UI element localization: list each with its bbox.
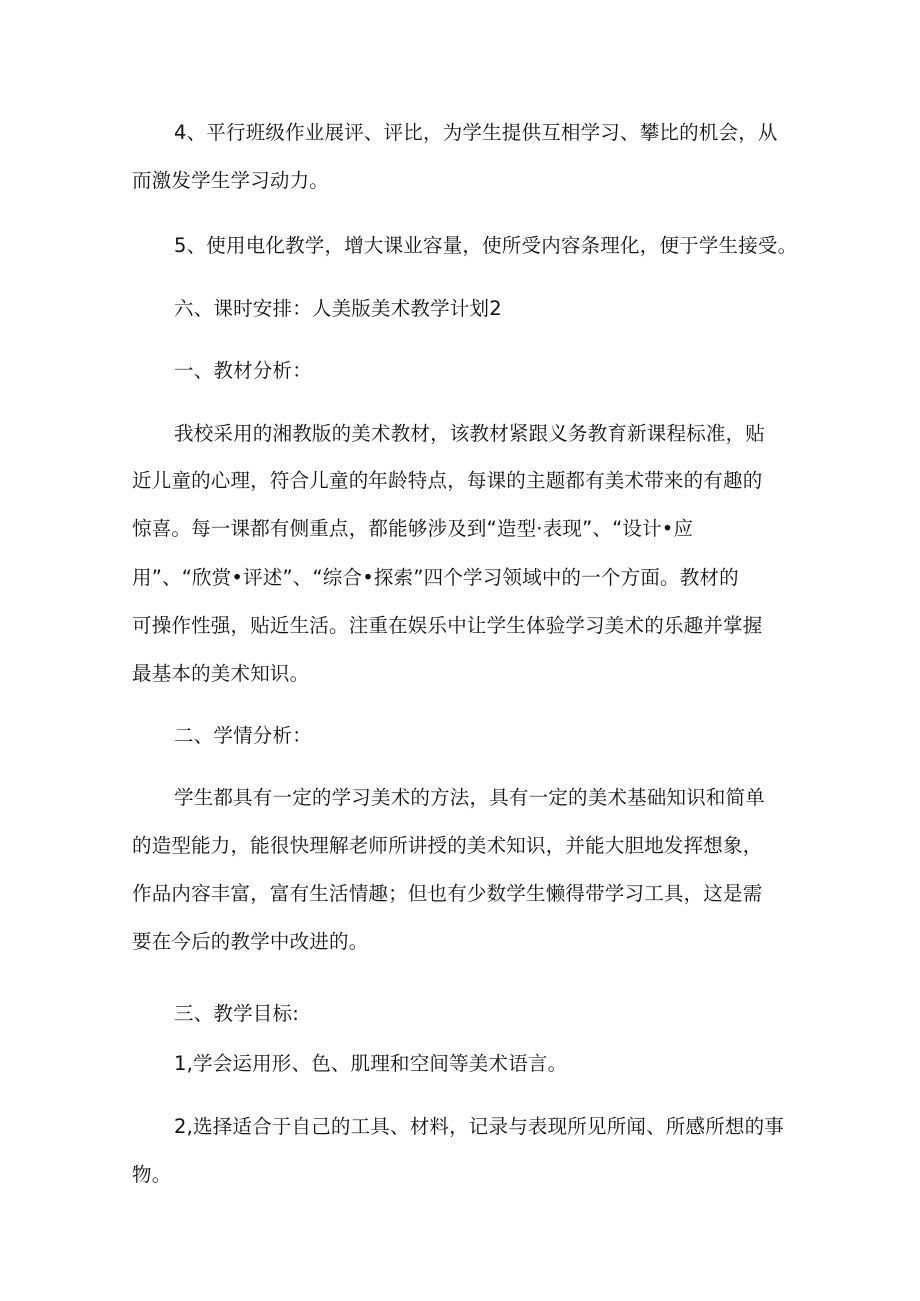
text-line: 的造型能力，能很快理解老师所讲授的美术知识，并能大胆地发挥想象， xyxy=(132,834,763,857)
section-heading: 二、学情分析： xyxy=(174,724,312,747)
section-heading: 三、教学目标: xyxy=(174,1002,299,1025)
text-line: 可操作性强，贴近生活。注重在娱乐中让学生体验学习美术的乐趣并掌握 xyxy=(132,614,763,637)
text-line: 作品内容丰富，富有生活情趣；但也有少数学生懒得带学习工具，这是需 xyxy=(132,882,763,905)
text-line: 2,选择适合于自己的工具、材料，记录与表现所见所闻、所感所想的事 xyxy=(174,1115,785,1138)
text-line: 物。 xyxy=(132,1163,172,1186)
text-line: 要在今后的教学中改进的。 xyxy=(132,930,369,953)
text-line: 学生都具有一定的学习美术的方法，具有一定的美术基础知识和简单 xyxy=(174,786,766,809)
section-heading: 六、课时安排：人美版美术教学计划2 xyxy=(174,297,502,320)
text-line: 近儿童的心理，符合儿童的年龄特点，每课的主题都有美术带来的有趣的 xyxy=(132,469,763,492)
text-line: 1,学会运用形、色、肌理和空间等美术语言。 xyxy=(174,1052,568,1075)
text-line: 5、使用电化教学，增大课业容量，使所受内容条理化，便于学生接受。 xyxy=(174,234,798,257)
section-heading: 一、教材分析： xyxy=(174,359,312,382)
text-line: 最基本的美术知识。 xyxy=(132,662,310,685)
text-line: 而激发学生学习动力。 xyxy=(132,169,330,192)
text-line: 用”、“欣赏•评述”、“综合•探索”四个学习领域中的一个方面。教材的 xyxy=(132,566,739,589)
text-line: 4、平行班级作业展评、评比，为学生提供互相学习、攀比的机会，从 xyxy=(174,121,778,144)
text-line: 我校采用的湘教版的美术教材，该教材紧跟义务教育新课程标准，贴 xyxy=(174,422,766,445)
text-line: 惊喜。每一课都有侧重点，都能够涉及到“造型·表现”、“设计•应 xyxy=(132,517,694,540)
